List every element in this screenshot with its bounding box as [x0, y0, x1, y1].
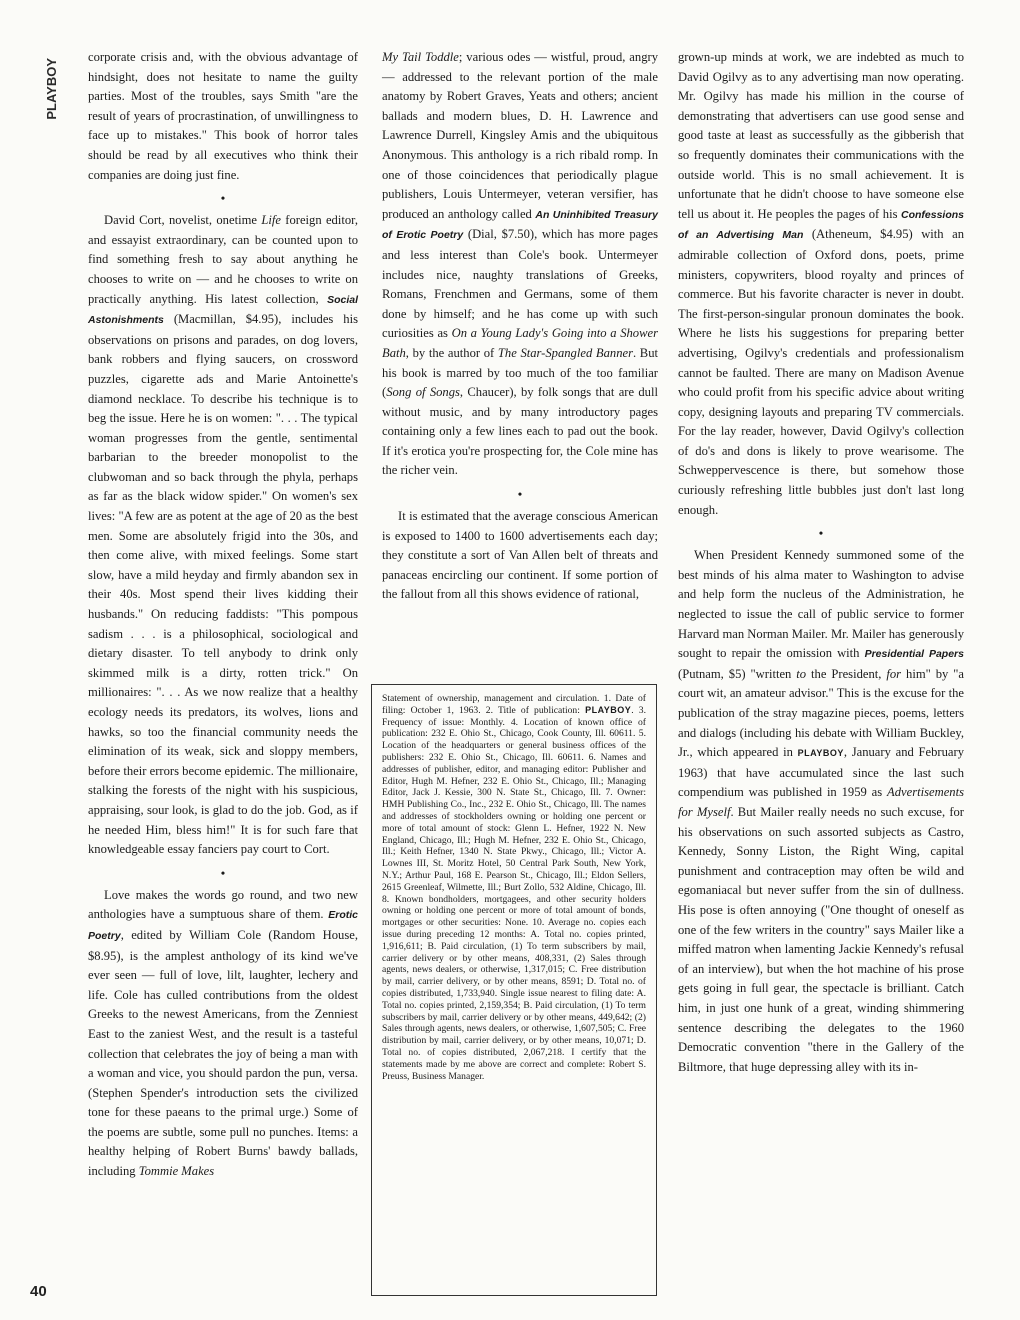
page-number: 40	[30, 1283, 47, 1300]
section-separator: •	[220, 191, 226, 206]
emphasis: for	[886, 666, 902, 681]
poem-title: My Tail Toddle	[382, 50, 459, 64]
poem-title: On a Young Lady's Going into a Shower Bath	[382, 326, 658, 360]
paragraph: corporate crisis and, with the obvious advantage of hindsight, does not hesitate to name the guilty parties. Most of the troubles, says Smith "are the result of years of procrastination, of unwillingness to face up to mistakes." This book of horror tales should be read by all executives who think their companies are doing just fine.	[88, 50, 358, 182]
section-separator: •	[517, 487, 523, 502]
section-separator: •	[220, 865, 226, 880]
emphasis: to	[796, 666, 807, 681]
publication-name: PLAYBOY	[585, 704, 632, 715]
book-title: Presidential Papers	[864, 648, 964, 661]
ownership-statement-box	[371, 684, 657, 1296]
magazine-masthead: PLAYBOY	[44, 58, 59, 120]
paragraph: Love makes the words go round, and two new anthologies have a sumptuous share of them. Erotic Poetry, edited by William Cole (Random House, $8.95), is the amplest anthology of its kind we've ever seen — full of love, lilt, laughter, lechery and life. Cole has culled contributions from the oldest Greeks to the newest Americans, from the Zenniest East to the zaniest West, and the result is a tasteful collection that celebrates the joy of being a man with a woman and vice, you should pardon the pun, versa. (Stephen Spender's introduction sets the civilized tone for these paeans to the primal urge.) Some of the poems are subtle, some pull no punches. Items: a healthy helping of Robert Burns' bawdy ballads, including Tommie Makes	[88, 887, 358, 1179]
paragraph: It is estimated that the average conscious American is exposed to 1400 to 1600 advertisements each day; they constitute a sort of Van Allen belt of threats and panaceas encircling our continent. If some portion of the fallout from all this shows evidence of rational,	[382, 509, 658, 602]
book-title: Confessions of an Advertising Man	[678, 208, 964, 242]
column-1	[88, 48, 358, 1182]
book-title: An Uninhibited Treasury of Erotic Poetry	[382, 208, 658, 242]
section-separator: •	[818, 526, 824, 541]
paragraph: My Tail Toddle; various odes — wistful, proud, angry — addressed to the relevant portion of the male anatomy by Robert Graves, Yeats and others; ancient ballads and modern blues, D. H. Lawrence and Lawrence Durrell, Kingsley Amis and the ubiquitous Anonymous. This anthology is a rich ribald romp. In one of those coincidences that periodically plague publishers, Louis Untermeyer, veteran versifier, has produced an anthology called An Uninhibited Treasury of Erotic Poetry (Dial, $7.50), which has more pages and less interest than Cole's book. Untermeyer includes nice, naughty translations of Greeks, Romans, Frenchmen and Germans, some of them done by himself; and he has come up with such curiosities as On a Young Lady's Going into a Shower Bath, by the author of The Star-Spangled Banner. But his book is marred by too much of the too familiar (Song of Songs, Chaucer), by folk songs that are dull without music, and by many introductory pages containing only a few lines each to pad out the book. If it's erotica you're prospecting for, the Cole mine has the richer vein.	[382, 50, 658, 478]
ownership-statement-text: Statement of ownership, management and circulation. 1. Date of filing: October 1, 1963. 2. Title of publication: PLAYBOY. 3. Frequency of issue: Monthly. 4. Location of known office of publication: 232 E. Ohio St., Chicago, Cook County, Ill. 60611. 5. Location of the headquarters or general business offices of the publishers: 232 E. Ohio St., Chicago, Ill. 60611. 6. Names and addresses of publisher, editor, and managing editor: Publisher and Editor, Hugh M. Hefner, 232 E. Ohio St., Chicago, Ill.; Managing Editor, Jack J. Kessie, 300 N. State St., Chicago, Ill. 7. Owner: HMH Publishing Co., Inc., 232 E. Ohio St., Chicago, Ill. The names and addresses of stockholders owning or holding one percent or more of total amount of stock: Glenn L. Hefner, 1922 N. New England, Chicago, Ill.; Hugh M. Hefner, 232 E. Ohio St., Chicago, Ill.; Keith Hefner, 1340 N. State Pkwy., Chicago, Ill.; Victor A. Lownes III, St. Moritz Hotel, 50 Central Park South, New York, N.Y.; Arthur Paul, 168 E. Pearson St., Chicago, Ill.; Eldon Sellers, 2615 Greenleaf, Wilmette, Ill.; Burt Zollo, 532 Aldine, Chicago, Ill. 8. Known bondholders, mortgagees, and other security holders owning or holding one percent or more of total amount of bonds, mortgages or other securities: None. 10. Average no. copies each issue during preceding 12 months: A. Total no. copies printed, 1,916,611; B. Paid circulation, (1) To term subscribers by mail, carrier delivery or by other means, 408,331, (2) Sales through agents, news dealers, or otherwise, 1,317,015; C. Free distribution by mail, carrier delivery, or by other means, 8591; D. Total no. of copies distributed, 1,733,940. Single issue nearest to filing date: A. Total no. copies printed, 2,159,354; B. Paid circulation, (1) To term subscribers by mail, carrier delivery or by other means, 449,642; (2) Sales through agents, news dealers, or otherwise, 1,607,505; C. Free distribution by mail, carrier delivery, or by other means, 10,071; D. Total no. of copies distributed, 2,067,218. I certify that the statements made by me above are correct and complete: Robert S. Preuss, Business Manager.	[382, 693, 647, 1082]
poem-title: The Star-Spangled Banner	[497, 345, 633, 360]
column-3	[678, 48, 964, 1077]
book-title: Social Astonishments	[88, 293, 358, 327]
poem-title: Tommie Makes	[138, 1164, 215, 1179]
paragraph: When President Kennedy summoned some of the best minds of his alma mater to Washington to advise and help form the nucleus of the Administration, he neglected to issue the call of public service to former Harvard man Norman Mailer. Mr. Mailer has generously sought to repair the omission with Presidential Papers (Putnam, $5) "written to the President, for him" by "a court wit, an amateur advisor." This is the excuse for the publication of the stray magazine pieces, poems, letters and dialogs (including his debate with William Buckley, Jr., which appeared in PLAYBOY, January and February 1963) that have accumulated since the last such compendium was published in 1959 as Advertisements for Myself. But Mailer really needs no such excuse, for his observations on such assorted subjects as Castro, Kennedy, Sonny Liston, the Right Wing, capital punishment and contraception may often be wild and egomaniacal but never suffer from the sin of dullness. His pose is often annoying ("One thought of oneself as one of the few writers in the country" says Mailer like a miffed matron when lamenting Jackie Kennedy's refusal of an interview), but when the hot machine of his prose gets going in full gear, the spectacle is brilliant. Catch him, in just one hunk of a great, winding shimmering sentence describing the delegates to the 1960 Democratic convention "there in the Gallery of the Biltmore, that huge depressing alley with its in-	[678, 548, 965, 1074]
column-2	[382, 48, 658, 605]
paragraph: David Cort, novelist, onetime Life foreign editor, and essayist extraordinary, can be counted upon to find something fresh to say about anything he chooses to write on — and he chooses to write on practically anything. His latest collection, Social Astonishments (Macmillan, $4.95), includes his observations on prisons and parades, on dog lovers, bank robbers and flying saucers, on crossword puzzles, cigarette ads and Marie Antoinette's diamond necklace. To describe his technique is to beg the issue. Here he is on women: ". . . The typical woman progresses from the gentle, sentimental barbarian to the breeder monopolist to the clubwoman and so back through the phyla, perhaps as far as the black widow spider." On women's sex lives: "A few are as potent at the age of 20 as the best men. Some are absolutely frigid into the 30s, and then come alive, with mixed feelings. Some start slow, have a mild heyday and firmly abandon sex in their 40s. Most spend their lives kidding their husbands." On reducing faddists: "This pompous sadism . . . is a philosophical, sociological and dietary disaster. To tell anybody to drink only skimmed milk is a dirty, rotten trick." On millionaires: ". . . As we now realize that a healthy ecology needs its predators, its wolves, lions and hawks, so too the financial community needs the elimination of its weak, sick and sloppy members, before their errors become epidemic. The millionaire, stalking the forests of the night with his suspicious, appraising, sour look, is glad to do the job. God, as if he needed Him, bless him!" It is for such fare that knowledgeable essay fanciers pay court to Cort.	[88, 213, 358, 857]
magazine-title: Life	[261, 213, 281, 228]
paragraph: grown-up minds at work, we are indebted as much to David Ogilvy as to any advertising man now operating. Mr. Ogilvy has made his million in the course of demonstrating that advertisers can use good sense and good taste at least as successfully as the gibberish that so frequently dominates their communications with the outside world. This is no small achievement. It is unfortunate that he didn't choose to have someone else tell us about it. He peoples the pages of his Confessions of an Advertising Man (Atheneum, $4.95) with an admirable collection of Oxford dons, poets, prime ministers, copywriters, blood royalty and princes of commerce. But his favorite character is never in doubt. The first-person-singular pronoun dominates the book. Where he lists his suggestions for preparing better advertising, Ogilvy's credentials and professionalism cannot be faulted. There are many on Madison Avenue who could profit from his specific advice about writing copy, designing layouts and preparing TV commercials. For the lay reader, however, David Ogilvy's collection of do's and dons is likely to prove wearisome. The Schweppervescence is there, but somehow those curiously refreshing little bubbles just don't last long enough.	[678, 50, 964, 517]
publication-name: PLAYBOY	[797, 748, 844, 759]
book-title-italic: Advertisements for Myself	[678, 785, 964, 819]
poem-title: Song of Songs	[386, 385, 460, 400]
book-title: Erotic Poetry	[88, 909, 358, 942]
